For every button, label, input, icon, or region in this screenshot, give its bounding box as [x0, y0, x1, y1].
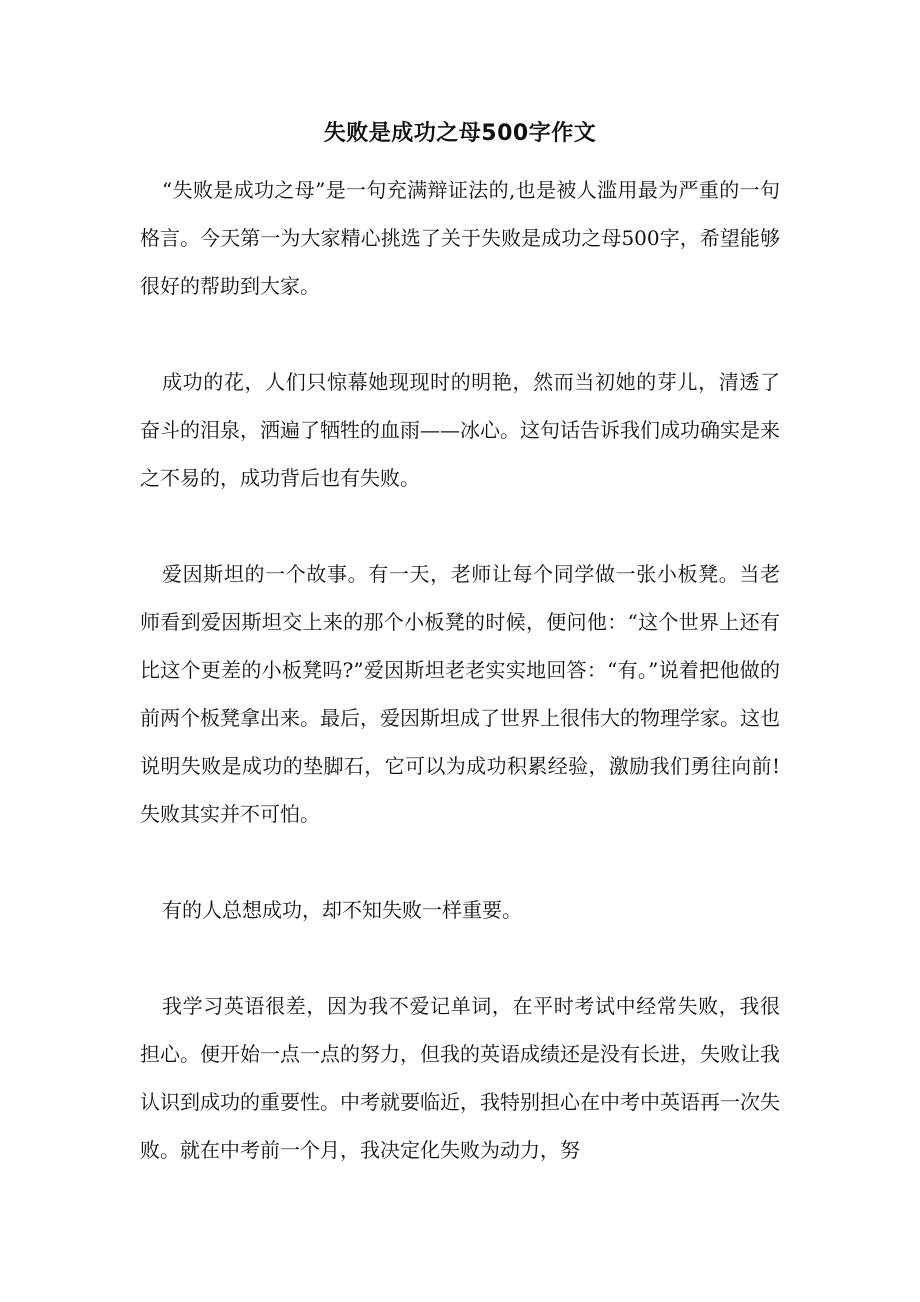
paragraph-intro: “失败是成功之母”是一句充满辩证法的,也是被人滥用最为严重的一句格言。今天第一为大家精心挑选了关于失败是成功之母500字，希望能够很好的帮助到大家。 [140, 178, 780, 298]
paragraph-failure-importance: 有的人总想成功，却不知失败一样重要。 [162, 898, 522, 922]
paragraph-flower-quote: 成功的花，人们只惊幕她现现时的明艳，然而当初她的芽儿，清透了奋斗的泪泉，洒遍了牺牲的血雨——冰心。这句话告诉我们成功确实是来之不易的，成功背后也有失败。 [140, 370, 780, 490]
document-body [140, 166, 780, 1174]
document-title: 失败是成功之母500字作文 [323, 121, 597, 146]
paragraph-einstein-story: 爱因斯坦的一个故事。有一天，老师让每个同学做一张小板凳。当老师看到爱因斯坦交上来的那个小板凳的时候，便问他：“这个世界上还有比这个更差的小板凳吗?”爱因斯坦老老实实地回答：“有。”说着把他做的前两个板凳拿出来。最后，爱因斯坦成了世界上很伟大的物理学家。这也说明失败是成功的垫脚石，它可以为成功积累经验，激励我们勇往向前!失败其实并不可怕。 [140, 562, 780, 826]
paragraph-english-study: 我学习英语很差，因为我不爱记单词，在平时考试中经常失败，我很担心。便开始一点一点的努力，但我的英语成绩还是没有长进，失败让我认识到成功的重要性。中考就要临近，我特别担心在中考中英语再一次失败。就在中考前一个月，我决定化失败为动力，努 [140, 994, 780, 1162]
